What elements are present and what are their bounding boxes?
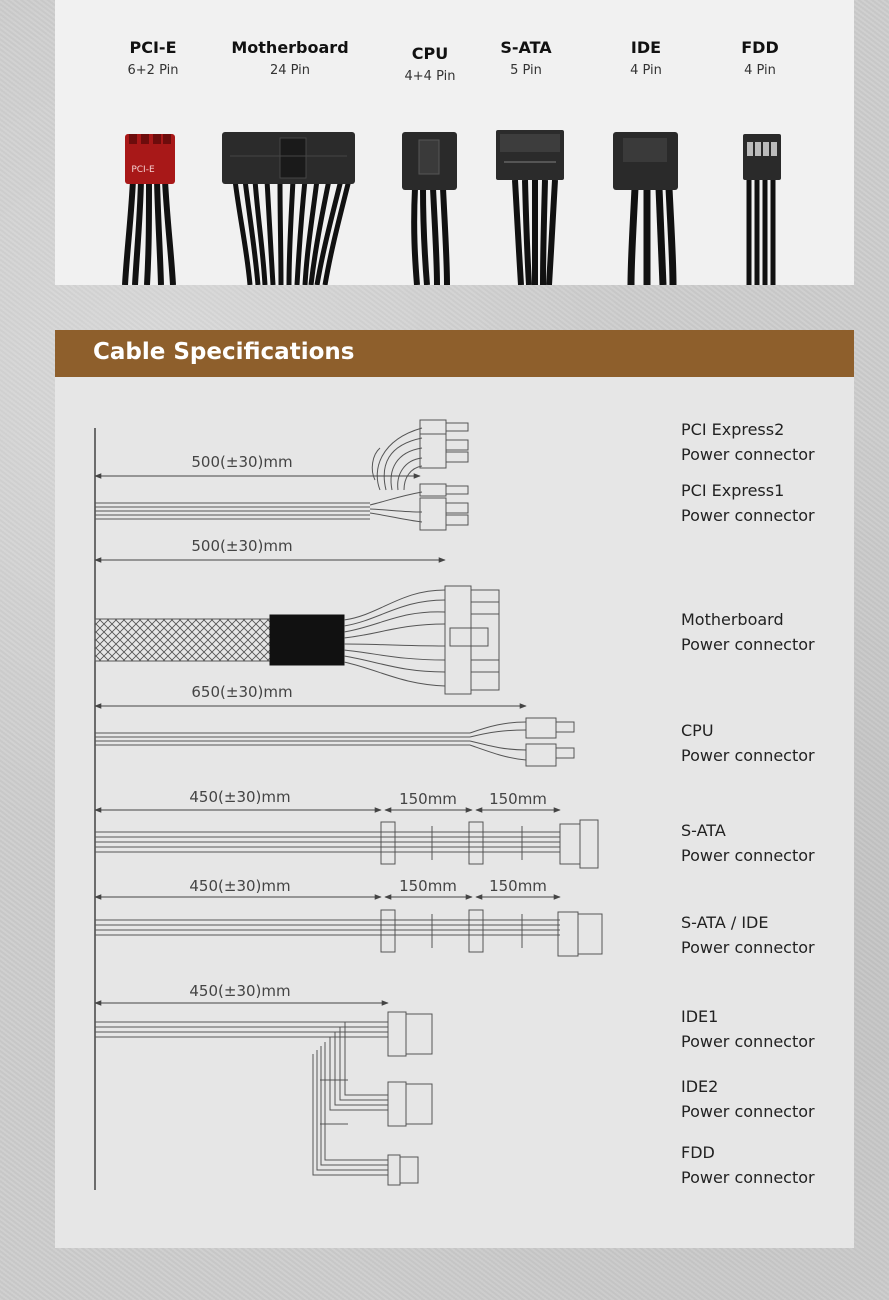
connector-pins: 4+4 Pin (404, 69, 456, 84)
label-line2: Power connector (681, 506, 815, 525)
label-line2: Power connector (681, 1168, 815, 1187)
connector-pins: 4 Pin (744, 63, 776, 78)
dim-pcie: 500(±30)mm (191, 453, 293, 471)
connector-name: Motherboard (231, 38, 349, 57)
label-line1: S-ATA (681, 821, 726, 840)
label-line2: Power connector (681, 1102, 815, 1121)
label-line1: CPU (681, 721, 714, 740)
label-motherboard (681, 607, 815, 657)
label-sata (681, 818, 815, 868)
label-line1: Motherboard (681, 610, 784, 629)
label-cpu (681, 718, 815, 768)
dim-sata-seg2: 150mm (489, 790, 547, 808)
connector-pins: 6+2 Pin (127, 63, 179, 78)
label-pcie2 (681, 417, 815, 467)
sata-cable (95, 820, 598, 868)
pcie-plug-text: PCI-E (131, 165, 155, 175)
connector-pins: 4 Pin (630, 63, 662, 78)
label-sata-ide (681, 910, 815, 960)
label-line2: Power connector (681, 445, 815, 464)
label-line2: Power connector (681, 635, 815, 654)
motherboard-cable (95, 586, 499, 694)
dim-sataide-seg1: 150mm (399, 877, 457, 895)
connector-name: FDD (741, 38, 779, 57)
pcie-cable (95, 420, 468, 530)
label-line2: Power connector (681, 938, 815, 957)
spec-title: Cable Specifications (93, 339, 355, 365)
dim-sata-seg1: 150mm (399, 790, 457, 808)
label-ide1 (681, 1004, 815, 1054)
dim-mb: 500(±30)mm (191, 537, 293, 555)
dimension-lines (95, 476, 560, 1003)
label-ide2 (681, 1074, 815, 1124)
dim-sataide-seg2: 150mm (489, 877, 547, 895)
connector-pins: 24 Pin (269, 63, 311, 78)
connector-name: IDE (630, 38, 662, 57)
label-line1: PCI Express2 (681, 420, 785, 439)
connector-pins: 5 Pin (510, 63, 542, 78)
dim-cpu: 650(±30)mm (191, 683, 293, 701)
label-fdd (681, 1140, 815, 1190)
cpu-cable (95, 718, 574, 766)
dimension-labels (189, 453, 547, 1000)
label-line1: S-ATA / IDE (681, 913, 769, 932)
label-line2: Power connector (681, 1032, 815, 1051)
connector-name: CPU (411, 44, 449, 63)
label-line1: IDE1 (681, 1007, 719, 1026)
dim-sataide-main: 450(±30)mm (189, 877, 291, 895)
label-line1: PCI Express1 (681, 481, 785, 500)
sata-ide-cable (95, 910, 602, 956)
dim-sata-main: 450(±30)mm (189, 788, 291, 806)
ide-fdd-cable (95, 1012, 432, 1185)
connector-name: PCI-E (129, 38, 177, 57)
label-line1: IDE2 (681, 1077, 719, 1096)
connector-name: S-ATA (500, 38, 552, 57)
label-line2: Power connector (681, 846, 815, 865)
label-line2: Power connector (681, 746, 815, 765)
label-pcie1 (681, 478, 815, 528)
label-line1: FDD (681, 1143, 715, 1162)
dim-ide-main: 450(±30)mm (189, 982, 291, 1000)
